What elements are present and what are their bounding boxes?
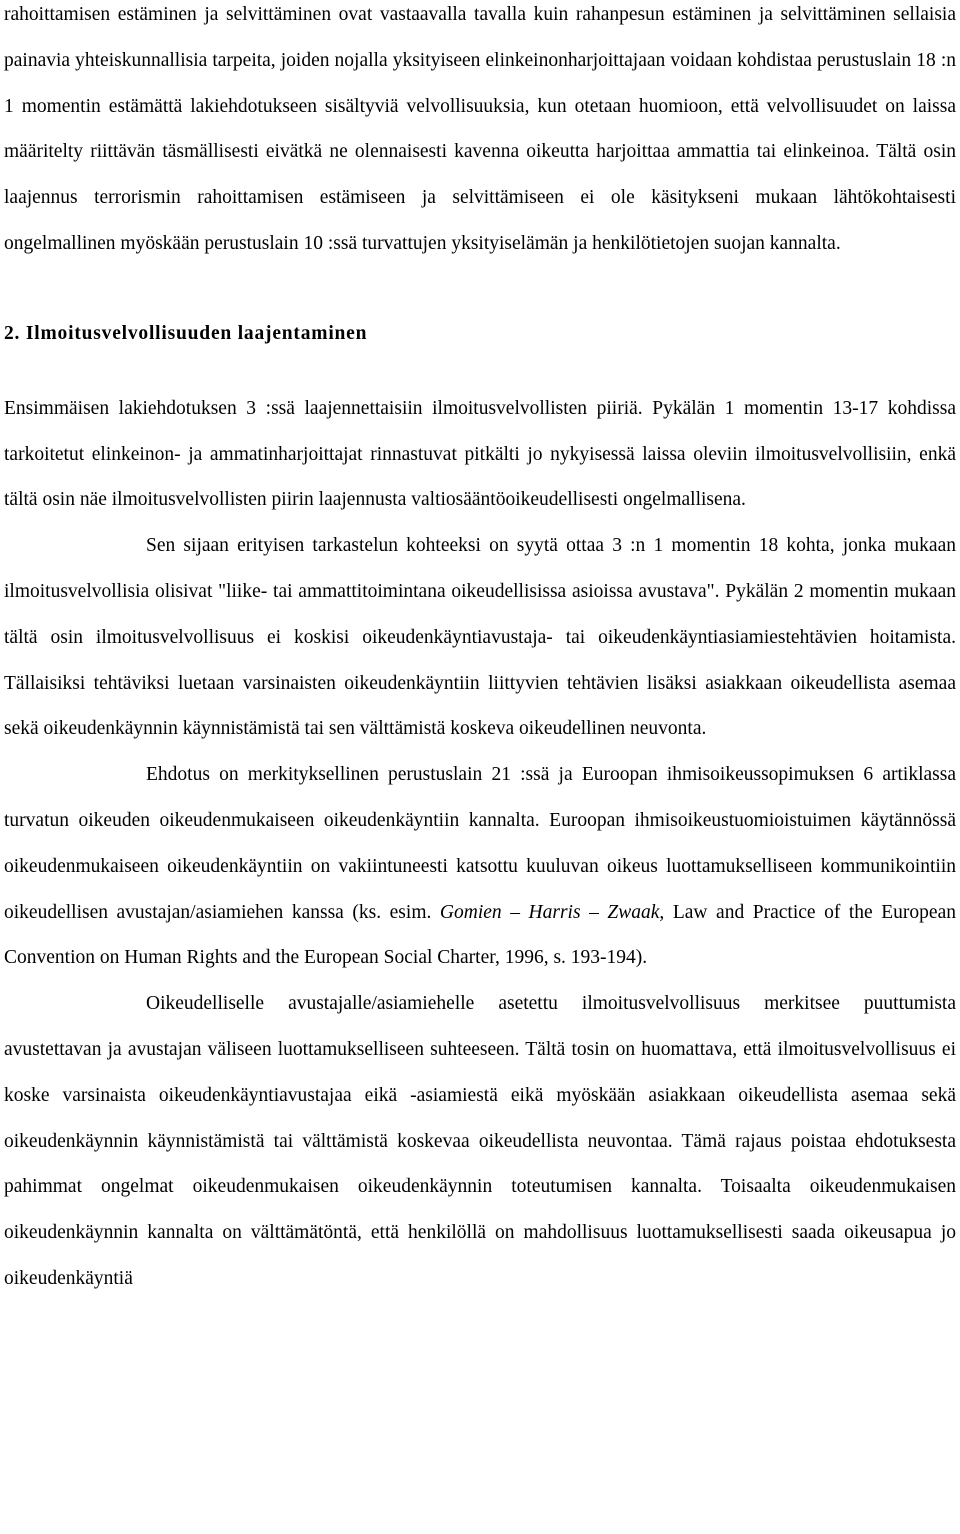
body-paragraph: Ensimmäisen lakiehdotuksen 3 :ssä laajennettaisiin ilmoitusvelvollisten piiriä. Pykälän 1 momentin 13-17 kohdissa tarkoitetut elinkeinon- ja ammatinharjoittajat rinnastuvat pitkälti jo nykyisessä laissa oleviin ilmoitusvelvollisiin, enkä tältä osin näe ilmoitusvelvollisten piirin laajennusta valtiosääntöoikeudellisesti ongelmallisena.: [4, 397, 956, 511]
section-heading: 2. Ilmoitusvelvollisuuden laajentaminen: [4, 322, 368, 344]
body-paragraph: rahoittamisen estäminen ja selvittäminen ovat vastaavalla tavalla kuin rahanpesun estäminen ja selvittäminen sellaisia painavia yhteiskunnallisia tarpeita, joiden nojalla yksityiseen elinkeinonharjoittajaan voidaan kohdistaa perustuslain 18 :n 1 momentin estämättä lakiehdotukseen sisältyviä velvollisuuksia, kun otetaan huomioon, että velvollisuudet on laissa määritelty riittävän täsmällisesti eivätkä ne olennaisesti kavenna oikeutta harjoittaa ammattia tai elinkeinoa. Tältä osin laajennus terrorismin rahoittamisen estämiseen ja selvittämiseen ei ole käsitykseni mukaan lähtökohtaisesti ongelmallinen myöskään perustuslain 10 :ssä turvattujen yksityiselämän ja henkilötietojen suojan kannalta.: [4, 4, 956, 254]
paragraph-text: Ehdotus on merkityksellinen perustuslain 21 :ssä ja Euroopan ihmisoikeussopimuksen 6 artiklassa turvatun oikeuden oikeudenmukaiseen oikeudenkäyntiin kannalta. Euroopan ihmisoikeustuomioistuimen käytännössä oikeudenmukaiseen oikeudenkäyntiin on vakiintuneesti katsottu kuuluvan oikeus luottamukselliseen kommunikointiin oikeudellisen avustajan/asiamiehen kanssa (ks. esim.: [4, 764, 956, 923]
cited-authors: Gomien – Harris – Zwaak,: [439, 901, 665, 923]
document-page: [4, 0, 956, 1302]
body-paragraph: Oikeudelliselle avustajalle/asiamiehelle asetettu ilmoitusvelvollisuus merkitsee puuttumista avustettavan ja avustajan väliseen luottamukselliseen suhteeseen. Tältä tosin on huomattava, että ilmoitusvelvollisuus ei koske varsinaista oikeudenkäyntiavustajaa eikä -asiamiestä eikä myöskään asiakkaan oikeudellista asemaa sekä oikeudenkäynnin käynnistämistä tai välttämistä koskevaa oikeudellista neuvontaa. Tämä rajaus poistaa ehdotuksesta pahimmat ongelmat oikeudenmukaisen oikeudenkäynnin toteutumisen kannalta. Toisaalta oikeudenmukaisen oikeudenkäynnin kannalta on välttämätöntä, että henkilöllä on mahdollisuus luottamuksellisesti saada oikeusapua jo oikeudenkäyntiä: [4, 993, 956, 1289]
body-paragraph: [4, 752, 956, 981]
paragraph-text: Law and Practice of the European Convention on Human Rights and the European Social Charter, 1996, s. 193-194).: [4, 901, 956, 969]
body-paragraph: Sen sijaan erityisen tarkastelun kohteeksi on syytä ottaa 3 :n 1 momentin 18 kohta, jonka mukaan ilmoitusvelvollisia olisivat "liike- tai ammattitoimintana oikeudellisissa asioissa avustava". Pykälän 2 momentin mukaan tältä osin ilmoitusvelvollisuus ei koskisi oikeudenkäyntiavustaja- tai oikeudenkäyntiasiamiestehtävien hoitamista. Tällaisiksi tehtäviksi luetaan varsinaisten oikeudenkäyntiin liittyvien tehtävien lisäksi asiakkaan oikeudellista asemaa sekä oikeudenkäynnin käynnistämistä tai sen välttämistä koskeva oikeudellinen neuvonta.: [4, 535, 956, 740]
